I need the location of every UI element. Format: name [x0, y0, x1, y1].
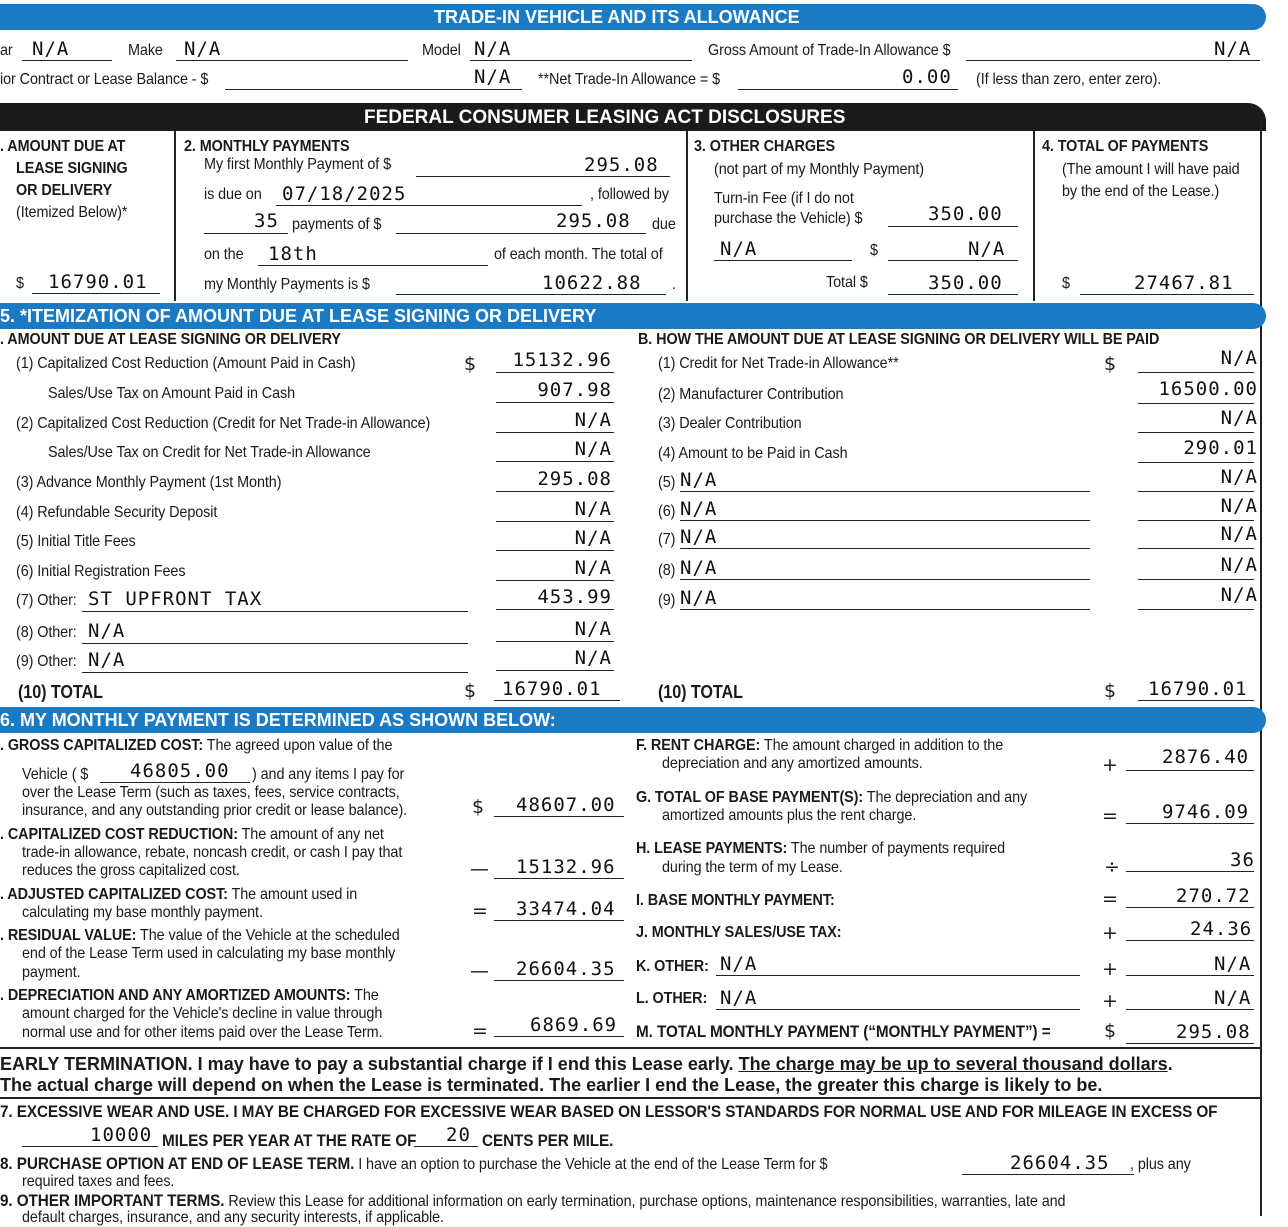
other-l-line	[1126, 1009, 1254, 1010]
col4-title: 4. TOTAL OF PAYMENTS	[1042, 138, 1209, 155]
early-termination-line2: The actual charge will depend on when the Lease is terminated. The earlier I end the Lease, the greater this charge is likely to be.	[0, 1075, 1103, 1095]
b-row-name[interactable]: N/A	[680, 498, 718, 520]
base-monthly-label: I. BASE MONTHLY PAYMENT:	[636, 892, 835, 909]
total-payments-value[interactable]: 27467.81	[1134, 272, 1234, 294]
b-row-value[interactable]: 290.01	[1183, 437, 1258, 459]
depreciation-line	[494, 1036, 624, 1037]
itemization-b-title: B. HOW THE AMOUNT DUE AT LEASE SIGNING OR DELIVERY WILL BE PAID	[638, 331, 1160, 348]
a-row-label: (9) Other:	[16, 653, 77, 670]
each-month-label: of each month. The total of	[494, 246, 663, 263]
gross-cap-value[interactable]: 48607.00	[516, 794, 616, 816]
b-row-label: (5)	[658, 474, 676, 491]
amount-due-line	[32, 293, 160, 294]
total-monthly-value[interactable]: 10622.88	[542, 272, 642, 294]
vehicle-value[interactable]: 46805.00	[130, 760, 230, 782]
b-row-value[interactable]: 16500.00	[1158, 378, 1258, 400]
gross-allowance-line	[966, 60, 1260, 61]
a-row-line	[496, 670, 614, 671]
followed-by-label: , followed by	[590, 186, 669, 203]
b-row-label: (7)	[658, 531, 676, 548]
a-total-dollar: $	[464, 680, 477, 702]
payment-count-value[interactable]: 35	[254, 210, 279, 232]
amount-due-value[interactable]: 16790.01	[48, 271, 148, 293]
fcla-right-border	[1260, 120, 1262, 1216]
a-row-value[interactable]: 907.98	[537, 379, 612, 401]
other-l-name[interactable]: N/A	[720, 987, 758, 1009]
col3-total-label: Total $	[826, 274, 868, 291]
other-charge-name[interactable]: N/A	[720, 238, 758, 260]
b-row-value[interactable]: N/A	[1220, 347, 1258, 369]
total-monthly-payment-line	[1126, 1043, 1254, 1044]
col2-title: 2. MONTHLY PAYMENTS	[184, 138, 350, 155]
other-charge-value[interactable]: N/A	[968, 238, 1006, 260]
b-row-line	[1138, 609, 1254, 610]
fcla-header: FEDERAL CONSUMER LEASING ACT DISCLOSURES	[0, 103, 1266, 131]
residual-line	[494, 980, 624, 981]
adj-cap-op: =	[472, 900, 488, 922]
depreciation-value[interactable]: 6869.69	[530, 1014, 618, 1036]
due-date-value[interactable]: 07/18/2025	[282, 183, 407, 205]
a-row-other-name[interactable]: N/A	[88, 649, 126, 671]
wear-title: 7. EXCESSIVE WEAR AND USE. I MAY BE CHARGED FOR EXCESSIVE WEAR BASED ON LESSOR'S STANDARDS FOR NORMAL USE AND FOR MILEAGE IN EXCESS OF	[0, 1102, 1218, 1121]
col3-total-line	[888, 294, 1018, 295]
other-k-name-line	[716, 975, 1080, 976]
due-on-label: is due on	[204, 186, 262, 203]
other-l-name-line	[716, 1009, 1080, 1010]
miles-value[interactable]: 10000	[90, 1124, 153, 1146]
b-row-name-line	[680, 548, 1090, 549]
a-row-label: (2) Capitalized Cost Reduction (Credit for Net Trade-in Allowance)	[16, 415, 431, 432]
fcla-divider-3	[1033, 131, 1035, 301]
prior-balance-line	[225, 89, 522, 90]
b-row-value[interactable]: N/A	[1220, 495, 1258, 517]
cents-label: CENTS PER MILE.	[482, 1131, 614, 1150]
first-payment-value[interactable]: 295.08	[584, 154, 659, 176]
vehicle-label: Vehicle ( $	[22, 766, 89, 783]
base-payments-value[interactable]: 9746.09	[1162, 801, 1250, 823]
make-value[interactable]: N/A	[184, 38, 222, 60]
a-row-label: (4) Refundable Security Deposit	[16, 504, 218, 521]
cents-value[interactable]: 20	[446, 1124, 471, 1146]
b-row-value[interactable]: N/A	[1220, 523, 1258, 545]
b-row-dollar: $	[1104, 353, 1117, 375]
base-monthly-op: =	[1102, 888, 1118, 910]
gross-cap-text3: over the Lease Term (such as taxes, fees, service contracts,	[22, 784, 400, 801]
each-payment-line	[396, 233, 646, 234]
rent-charge-line	[1126, 770, 1254, 771]
b-total-label: (10) TOTAL	[658, 682, 743, 702]
b-row-value[interactable]: N/A	[1220, 407, 1258, 429]
a-row-other-line	[82, 611, 468, 612]
a-row-label: (8) Other:	[16, 624, 77, 641]
total-monthly-label: my Monthly Payments is $	[204, 276, 370, 293]
payment-day-value[interactable]: 18th	[268, 243, 318, 265]
col3-sub: (not part of my Monthly Payment)	[714, 161, 925, 178]
gross-cap-text4: insurance, and any outstanding prior credit or lease balance).	[22, 802, 408, 819]
col3-total-value[interactable]: 350.00	[928, 272, 1003, 294]
gross-cap-text: . GROSS CAPITALIZED COST: The agreed upon value of the	[0, 737, 393, 754]
prior-balance-value[interactable]: N/A	[474, 66, 512, 88]
a-row-value[interactable]: N/A	[574, 527, 612, 549]
base-payments-text2: amortized amounts plus the rent charge.	[662, 807, 917, 824]
a-row-other-line	[82, 672, 468, 673]
other-charge-name-line	[714, 260, 852, 261]
b-row-value[interactable]: N/A	[1220, 466, 1258, 488]
other-k-line	[1126, 975, 1254, 976]
first-payment-label: My first Monthly Payment of $	[204, 156, 392, 173]
depreciation-text3: normal use and for other items paid over the Lease Term.	[22, 1024, 383, 1041]
b-row-line	[1138, 579, 1254, 580]
b-row-value[interactable]: N/A	[1220, 554, 1258, 576]
a-row-line	[496, 491, 614, 492]
b-row-line	[1138, 432, 1254, 433]
base-monthly-value[interactable]: 270.72	[1176, 885, 1251, 907]
a-row-value[interactable]: 453.99	[537, 586, 612, 608]
turnin-value[interactable]: 350.00	[928, 203, 1003, 225]
base-monthly-line	[1126, 907, 1254, 908]
residual-op: —	[470, 960, 489, 982]
adj-cap-text: . ADJUSTED CAPITALIZED COST: The amount used in	[0, 886, 358, 903]
b-row-label: (6)	[658, 503, 676, 520]
cap-reduction-line	[494, 878, 624, 879]
b-row-name-line	[680, 609, 1090, 610]
other-charge-dollar: $	[870, 242, 878, 259]
turnin-line1: Turn-in Fee (if I do not	[714, 190, 854, 207]
a-row-value[interactable]: N/A	[574, 618, 612, 640]
prior-balance-label: ior Contract or Lease Balance - $	[0, 71, 209, 88]
trade-in-header: TRADE-IN VEHICLE AND ITS ALLOWANCE	[0, 4, 1266, 30]
a-row-value[interactable]: N/A	[574, 498, 612, 520]
col4-sub1: (The amount I will have paid	[1062, 161, 1240, 178]
make-label: Make	[128, 42, 163, 59]
col1-line4: (Itemized Below)*	[16, 204, 128, 221]
rent-charge-op: +	[1102, 754, 1118, 776]
b-total-dollar: $	[1104, 680, 1117, 702]
b-row-label: (9)	[658, 592, 676, 609]
b-row-label: (8)	[658, 562, 676, 579]
on-the-label: on the	[204, 246, 244, 263]
purchase-option-text: 8. PURCHASE OPTION AT END OF LEASE TERM. I have an option to purchase the Vehicle at the end of the Lease Term for $	[0, 1154, 828, 1173]
a-row-value[interactable]: N/A	[574, 557, 612, 579]
a-row-line	[496, 580, 614, 581]
cap-reduction-op: —	[470, 858, 489, 880]
b-row-label: (4) Amount to be Paid in Cash	[658, 445, 848, 462]
lease-payments-text2: during the term of my Lease.	[662, 859, 843, 876]
a-row-label: (5) Initial Title Fees	[16, 533, 136, 550]
a-row-label: Sales/Use Tax on Credit for Net Trade-in Allowance	[48, 444, 371, 461]
a-row-dollar: $	[464, 353, 477, 375]
a-row-line	[496, 461, 614, 462]
rent-charge-value[interactable]: 2876.40	[1162, 746, 1250, 768]
total-monthly-payment-dollar: $	[1104, 1020, 1117, 1042]
gross-allowance-label: Gross Amount of Trade-In Allowance $	[708, 42, 951, 59]
net-allowance-label: **Net Trade-In Allowance = $	[538, 71, 720, 88]
col4-sub2: by the end of the Lease.)	[1062, 183, 1220, 200]
cap-reduction-text: . CAPITALIZED COST REDUCTION: The amount of any net	[0, 826, 384, 843]
rent-charge-text2: depreciation and any amortized amounts.	[662, 755, 923, 772]
fcla-divider-2	[686, 131, 688, 301]
col1-line2: LEASE SIGNING	[16, 160, 128, 177]
purchase-option-line	[962, 1174, 1134, 1175]
lease-payments-text: H. LEASE PAYMENTS: The number of payments required	[636, 840, 1005, 857]
a-total-value[interactable]: 16790.01	[502, 678, 602, 700]
a-row-label: (7) Other:	[16, 592, 77, 609]
residual-text2: end of the Lease Term used in calculating my base monthly	[22, 945, 396, 962]
itemization-header: 5. *ITEMIZATION OF AMOUNT DUE AT LEASE SIGNING OR DELIVERY	[0, 303, 1266, 329]
itemization-a-title: . AMOUNT DUE AT LEASE SIGNING OR DELIVERY	[0, 331, 341, 348]
monthly-tax-line	[1126, 940, 1254, 941]
year-value[interactable]: N/A	[32, 38, 70, 60]
a-row-line	[496, 402, 614, 403]
b-row-line	[1138, 548, 1254, 549]
early-bottom-rule	[0, 1097, 1262, 1099]
total-payments-line	[1080, 294, 1254, 295]
other-l-value[interactable]: N/A	[1214, 987, 1252, 1009]
b-row-label: (2) Manufacturer Contribution	[658, 386, 844, 403]
other-l-op: +	[1102, 990, 1118, 1012]
net-allowance-note: (If less than zero, enter zero).	[976, 71, 1162, 88]
b-row-name-line	[680, 579, 1090, 580]
a-row-value[interactable]: N/A	[574, 438, 612, 460]
a-row-other-line	[82, 643, 468, 644]
b-row-value[interactable]: N/A	[1220, 584, 1258, 606]
other-k-label: K. OTHER:	[636, 958, 709, 975]
residual-value[interactable]: 26604.35	[516, 958, 616, 980]
lease-payments-line	[1126, 871, 1254, 872]
rent-charge-text: F. RENT CHARGE: The amount charged in addition to the	[636, 737, 1004, 754]
b-row-name-line	[680, 520, 1090, 521]
model-label: Model	[422, 42, 461, 59]
b-row-name[interactable]: N/A	[680, 526, 718, 548]
early-top-rule	[0, 1047, 1262, 1049]
lease-payments-op: ÷	[1104, 856, 1120, 878]
base-payments-text: G. TOTAL OF BASE PAYMENT(S): The depreciation and any	[636, 789, 1028, 806]
miles-line	[22, 1146, 158, 1147]
b-total-line	[1138, 700, 1254, 701]
purchase-option-value[interactable]: 26604.35	[1010, 1152, 1110, 1174]
col1-line3: OR DELIVERY	[16, 182, 113, 199]
a-row-label: (6) Initial Registration Fees	[16, 563, 186, 580]
other-k-value[interactable]: N/A	[1214, 953, 1252, 975]
a-row-line	[496, 432, 614, 433]
a-row-label: Sales/Use Tax on Amount Paid in Cash	[48, 385, 296, 402]
b-row-name[interactable]: N/A	[680, 587, 718, 609]
a-row-line	[496, 609, 614, 610]
b-row-name[interactable]: N/A	[680, 469, 718, 491]
other-terms-text2: default charges, insurance, and any security interests, if applicable.	[22, 1209, 444, 1226]
monthly-tax-op: +	[1102, 922, 1118, 944]
col1-dollar: $	[16, 275, 24, 292]
monthly-tax-value[interactable]: 24.36	[1190, 918, 1253, 940]
vehicle-line	[100, 782, 250, 783]
other-k-op: +	[1102, 958, 1118, 980]
vehicle-text2: ) and any items I pay for	[252, 766, 405, 783]
total-monthly-payment-value[interactable]: 295.08	[1176, 1021, 1251, 1043]
cap-reduction-text3: reduces the gross capitalized cost.	[22, 862, 240, 879]
a-row-label: (1) Capitalized Cost Reduction (Amount Paid in Cash)	[16, 355, 356, 372]
adj-cap-text2: calculating my base monthly payment.	[22, 904, 263, 921]
b-row-line	[1138, 372, 1254, 373]
cents-line	[414, 1146, 478, 1147]
turnin-line	[888, 226, 1018, 227]
b-row-label: (1) Credit for Net Trade-in Allowance**	[658, 355, 899, 372]
year-line	[22, 60, 112, 61]
adj-cap-value[interactable]: 33474.04	[516, 898, 616, 920]
monthly-header: 6. MY MONTHLY PAYMENT IS DETERMINED AS SHOWN BELOW:	[0, 707, 1266, 733]
other-l-label: L. OTHER:	[636, 990, 708, 1007]
miles-label: MILES PER YEAR AT THE RATE OF	[162, 1131, 417, 1150]
gross-allowance-value[interactable]: N/A	[1214, 38, 1252, 60]
year-label: ar	[0, 42, 13, 59]
model-line	[470, 60, 692, 61]
b-row-name[interactable]: N/A	[680, 557, 718, 579]
total-monthly-payment-label: M. TOTAL MONTHLY PAYMENT (“MONTHLY PAYMENT”) =	[636, 1022, 1051, 1041]
purchase-option-text3: required taxes and fees.	[22, 1173, 175, 1190]
b-row-line	[1138, 520, 1254, 521]
turnin-line2: purchase the Vehicle) $	[714, 210, 863, 227]
cap-reduction-text2: trade-in allowance, rebate, noncash credit, or cash I pay that	[22, 844, 403, 861]
due-word: due	[652, 216, 676, 233]
total-monthly-period: .	[672, 276, 676, 293]
payment-count-line	[204, 233, 288, 234]
adj-cap-line	[494, 920, 624, 921]
purchase-option-text2: , plus any	[1130, 1156, 1191, 1173]
b-row-line	[1138, 491, 1254, 492]
a-row-value[interactable]: N/A	[574, 409, 612, 431]
other-terms-text: 9. OTHER IMPORTANT TERMS. Review this Lease for additional information on early termination, purchase options, maintenance responsibilities, warranties, late and	[0, 1191, 1066, 1210]
a-row-value[interactable]: 295.08	[537, 468, 612, 490]
col4-dollar: $	[1062, 275, 1070, 292]
first-payment-line	[416, 176, 670, 177]
depreciation-text: . DEPRECIATION AND ANY AMORTIZED AMOUNTS: The	[0, 987, 379, 1004]
payment-day-line	[258, 265, 488, 266]
gross-cap-line	[494, 816, 624, 817]
net-allowance-line	[738, 89, 958, 90]
other-k-name[interactable]: N/A	[720, 953, 758, 975]
col1-line1: . AMOUNT DUE AT	[0, 138, 126, 155]
residual-text: . RESIDUAL VALUE: The value of the Vehicle at the scheduled	[0, 927, 400, 944]
a-row-line	[496, 521, 614, 522]
each-payment-value[interactable]: 295.08	[556, 210, 631, 232]
a-row-value[interactable]: N/A	[574, 647, 612, 669]
b-row-line	[1138, 462, 1254, 463]
depreciation-op: =	[472, 1020, 488, 1042]
a-row-line	[496, 372, 614, 373]
gross-cap-dollar: $	[472, 796, 485, 818]
monthly-tax-label: J. MONTHLY SALES/USE TAX:	[636, 924, 842, 941]
a-row-other-name[interactable]: ST UPFRONT TAX	[88, 588, 263, 610]
a-row-other-name[interactable]: N/A	[88, 620, 126, 642]
residual-text3: payment.	[22, 964, 81, 981]
base-payments-op: =	[1102, 805, 1118, 827]
net-allowance-value[interactable]: 0.00	[902, 66, 952, 88]
a-row-line	[496, 641, 614, 642]
cap-reduction-value[interactable]: 15132.96	[516, 856, 616, 878]
a-total-label: (10) TOTAL	[18, 682, 103, 702]
early-termination-line1: EARLY TERMINATION. I may have to pay a substantial charge if I end this Lease early. The charge may be up to several thousand dollars.	[0, 1054, 1173, 1074]
total-monthly-line	[396, 294, 666, 295]
a-total-line	[494, 700, 620, 701]
col3-title: 3. OTHER CHARGES	[694, 138, 835, 155]
depreciation-text2: amount charged for the Vehicle's decline in value through	[22, 1005, 383, 1022]
a-row-label: (3) Advance Monthly Payment (1st Month)	[16, 474, 282, 491]
lease-payments-value[interactable]: 36	[1230, 849, 1255, 871]
due-date-line	[276, 205, 582, 206]
fcla-divider-1	[174, 131, 176, 301]
b-row-label: (3) Dealer Contribution	[658, 415, 802, 432]
a-row-value[interactable]: 15132.96	[512, 349, 612, 371]
b-row-line	[1138, 403, 1254, 404]
make-line	[176, 60, 408, 61]
b-row-name-line	[680, 491, 1090, 492]
base-payments-line	[1126, 823, 1254, 824]
model-value[interactable]: N/A	[474, 38, 512, 60]
payments-of-label: payments of $	[292, 216, 382, 233]
a-row-line	[496, 550, 614, 551]
other-charge-line	[888, 260, 1018, 261]
b-total-value[interactable]: 16790.01	[1148, 678, 1248, 700]
